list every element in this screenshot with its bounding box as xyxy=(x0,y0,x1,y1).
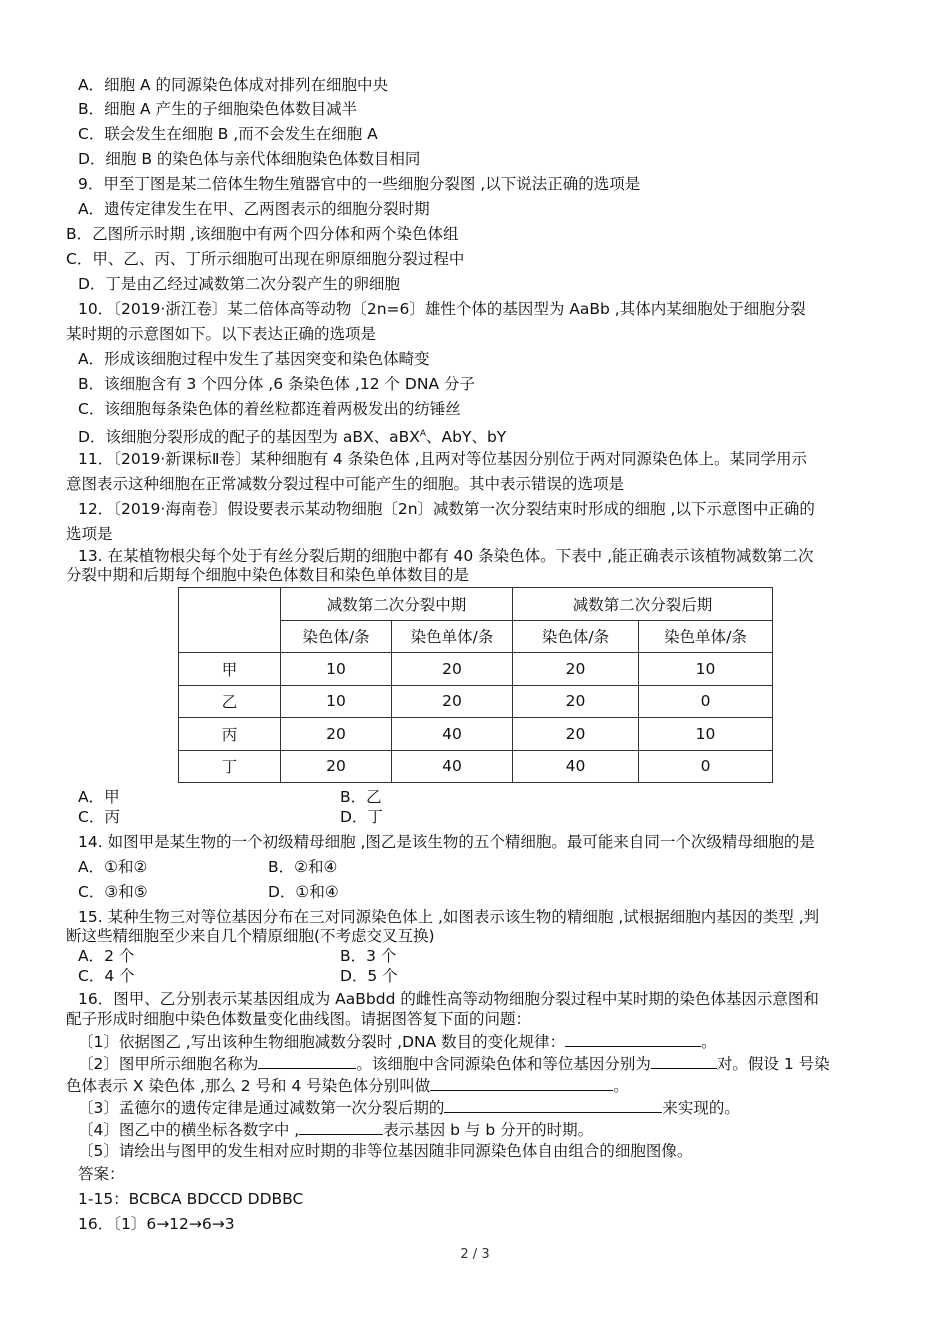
q10-option-d-tail: 、AbY、bY xyxy=(426,428,507,447)
q11-stem-line2: 意图表示这种细胞在正常减数分裂过程中可能产生的细胞。其中表示错误的选项是 xyxy=(66,475,625,493)
q10-option-d xyxy=(78,423,506,448)
q16-part1-text: 〔1〕依据图乙 ,写出该种生物细胞减数分裂时 ,DNA 数目的变化规律： xyxy=(78,1033,566,1051)
table-row xyxy=(179,685,773,718)
table-cell: 10 xyxy=(281,685,392,718)
table-group-header-anaphase: 减数第二次分裂后期 xyxy=(513,588,773,621)
table-row xyxy=(179,750,773,783)
row-label: 乙 xyxy=(179,685,281,718)
q9-option-d: D．丁是由乙经过减数第二次分裂产生的卵细胞 xyxy=(78,275,400,293)
q10-option-d-superscript: A xyxy=(419,429,427,439)
q16-part1 xyxy=(78,1030,717,1053)
q15-option-c: C．4 个 xyxy=(78,967,135,985)
q9-option-c: C．甲、乙、丙、丁所示细胞可出现在卵原细胞分裂过程中 xyxy=(66,250,465,268)
q16-stem-line2: 配子形成时细胞中染色体数量变化曲线图。请据图答复下面的问题： xyxy=(66,1010,532,1028)
table-cell: 0 xyxy=(639,750,773,783)
q10-option-a: A．形成该细胞过程中发生了基因突变和染色体畸变 xyxy=(78,350,430,368)
q16-part1-end: 。 xyxy=(701,1033,717,1051)
q13-option-c: C．丙 xyxy=(78,808,120,826)
q10-stem-line1: 10．〔2019·浙江卷〕某二倍体高等动物〔2n=6〕雄性个体的基因型为 AaBb ,其体内某细胞处于细胞分裂 xyxy=(78,300,806,318)
q14-option-a: A．①和② xyxy=(78,858,148,876)
q15-option-b: B．3 个 xyxy=(340,947,397,965)
row-label: 甲 xyxy=(179,653,281,686)
q16-part3-text-b: 来实现的。 xyxy=(662,1099,740,1117)
table-row xyxy=(179,653,773,686)
table-cell: 20 xyxy=(513,685,639,718)
q16-part2-cont xyxy=(66,1074,629,1097)
q12-stem-line2: 选项是 xyxy=(66,525,113,543)
table-cell: 10 xyxy=(639,653,773,686)
table-cell: 20 xyxy=(281,718,392,751)
table-cell: 20 xyxy=(392,653,513,686)
q16-stem-line1: 16．图甲、乙分别表示某基因组成为 AaBbdd 的雌性高等动物细胞分裂过程中某时期的染色体基因示意图和 xyxy=(78,990,819,1008)
table-subheader: 染色体/条 xyxy=(513,620,639,653)
q10-option-d-text: D．该细胞分裂形成的配子的基因型为 aBX、aBX xyxy=(78,428,420,447)
table-cell: 20 xyxy=(513,718,639,751)
answers-q16: 16．〔1〕6→12→6→3 xyxy=(78,1215,235,1233)
q16-part3 xyxy=(78,1096,740,1119)
answers-multiple-choice: 1-15：BCBCA BDCCD DDBBC xyxy=(78,1190,304,1208)
q9-option-a: A．遗传定律发生在甲、乙两图表示的细胞分裂时期 xyxy=(78,200,430,218)
q16-part2-text-a: 〔2〕图甲所示细胞名称为 xyxy=(78,1055,259,1073)
q16-part4 xyxy=(78,1118,593,1141)
table-subheader: 染色单体/条 xyxy=(392,620,513,653)
q10-option-c: C．该细胞每条染色体的着丝粒都连着两极发出的纺锤丝 xyxy=(78,400,461,418)
q11-stem-line1: 11．〔2019·新课标Ⅱ卷〕某种细胞有 4 条染色体 ,且两对等位基因分别位于两对同源染色体上。某同学用示 xyxy=(78,450,808,468)
table-cell: 0 xyxy=(639,685,773,718)
answer-blank[interactable] xyxy=(258,1052,356,1069)
q13-option-a: A．甲 xyxy=(78,788,120,806)
q16-part5: 〔5〕请绘出与图甲的发生相对应时期的非等位基因随非同源染色体自由组合的细胞图像。 xyxy=(78,1142,693,1160)
table-cell: 10 xyxy=(281,653,392,686)
q13-option-b: B．乙 xyxy=(340,788,382,806)
q14-option-b: B．②和④ xyxy=(268,858,338,876)
q14-option-c: C．③和⑤ xyxy=(78,883,148,901)
q10-stem-line2: 某时期的示意图如下。以下表达正确的选项是 xyxy=(66,325,377,343)
q15-option-d: D．5 个 xyxy=(340,967,398,985)
q15-stem-line1: 15. 某种生物三对等位基因分布在三对同源染色体上 ,如图表示该生物的精细胞 ,试根据细胞内基因的类型 ,判 xyxy=(78,908,820,926)
table-subheader: 染色单体/条 xyxy=(639,620,773,653)
q13-stem-line2: 分裂中期和后期每个细胞中染色体数目和染色单体数目的是 xyxy=(66,566,470,584)
q8-option-a: A．细胞 A 的同源染色体成对排列在细胞中央 xyxy=(78,76,389,94)
q9-stem: 9．甲至丁图是某二倍体生物生殖器官中的一些细胞分裂图 ,以下说法正确的选项是 xyxy=(78,175,641,193)
q8-option-c: C．联会发生在细胞 B ,而不会发生在细胞 A xyxy=(78,125,378,143)
q16-part2-text-b: 。该细胞中含同源染色体和等位基因分别为 xyxy=(356,1055,651,1073)
q16-part2-text-c: 对。假设 1 号染 xyxy=(716,1055,830,1073)
row-label: 丁 xyxy=(179,750,281,783)
q9-option-b: B．乙图所示时期 ,该细胞中有两个四分体和两个染色体组 xyxy=(66,225,459,243)
table-cell: 40 xyxy=(392,750,513,783)
answer-blank[interactable] xyxy=(430,1074,613,1091)
q16-part4-text-b: 表示基因 b 与 b 分开的时期。 xyxy=(383,1121,594,1139)
q16-part2-text-d: 色体表示 X 染色体 ,那么 2 号和 4 号染色体分别叫做 xyxy=(66,1077,431,1095)
q14-stem: 14. 如图甲是某生物的一个初级精母细胞 ,图乙是该生物的五个精细胞。最可能来自同一个次级精母细胞的是 xyxy=(78,833,815,851)
q10-option-b: B．该细胞含有 3 个四分体 ,6 条染色体 ,12 个 DNA 分子 xyxy=(78,375,475,393)
table-cell: 10 xyxy=(639,718,773,751)
q16-part3-text-a: 〔3〕孟德尔的遗传定律是通过减数第一次分裂后期的 xyxy=(78,1099,445,1117)
table-row xyxy=(179,718,773,751)
answer-blank[interactable] xyxy=(299,1118,383,1135)
answer-blank[interactable] xyxy=(565,1030,701,1047)
q16-part2-text-e: 。 xyxy=(613,1077,629,1095)
table-cell: 40 xyxy=(513,750,639,783)
table-cell: 40 xyxy=(392,718,513,751)
q13-stem-line1: 13. 在某植物根尖每个处于有丝分裂后期的细胞中都有 40 条染色体。下表中 ,能正确表示该植物减数第二次 xyxy=(78,547,814,565)
table-corner xyxy=(179,588,281,653)
table-cell: 20 xyxy=(392,685,513,718)
q14-option-d: D．①和④ xyxy=(268,883,339,901)
table-group-header-metaphase: 减数第二次分裂中期 xyxy=(281,588,513,621)
q16-part4-text-a: 〔4〕图乙中的横坐标各数字中 , xyxy=(78,1121,300,1139)
row-label: 丙 xyxy=(179,718,281,751)
q8-option-b: B．细胞 A 产生的子细胞染色体数目减半 xyxy=(78,100,358,118)
q15-option-a: A．2 个 xyxy=(78,947,135,965)
q12-stem-line1: 12．〔2019·海南卷〕假设要表示某动物细胞〔2n〕减数第一次分裂结束时形成的细胞 ,以下示意图中正确的 xyxy=(78,500,815,518)
page-number: 2 / 3 xyxy=(460,1247,490,1262)
table-cell: 20 xyxy=(281,750,392,783)
q13-option-d: D．丁 xyxy=(340,808,383,826)
answer-blank[interactable] xyxy=(444,1096,662,1113)
answers-label: 答案： xyxy=(78,1165,125,1183)
table-cell: 20 xyxy=(513,653,639,686)
q13-table xyxy=(178,587,773,783)
q16-part2 xyxy=(78,1052,830,1075)
answer-blank[interactable] xyxy=(651,1052,717,1069)
q15-stem-line2: 断这些精细胞至少来自几个精原细胞(不考虑交叉互换) xyxy=(66,927,435,945)
table-subheader: 染色体/条 xyxy=(281,620,392,653)
q8-option-d: D．细胞 B 的染色体与亲代体细胞染色体数目相同 xyxy=(78,150,421,168)
